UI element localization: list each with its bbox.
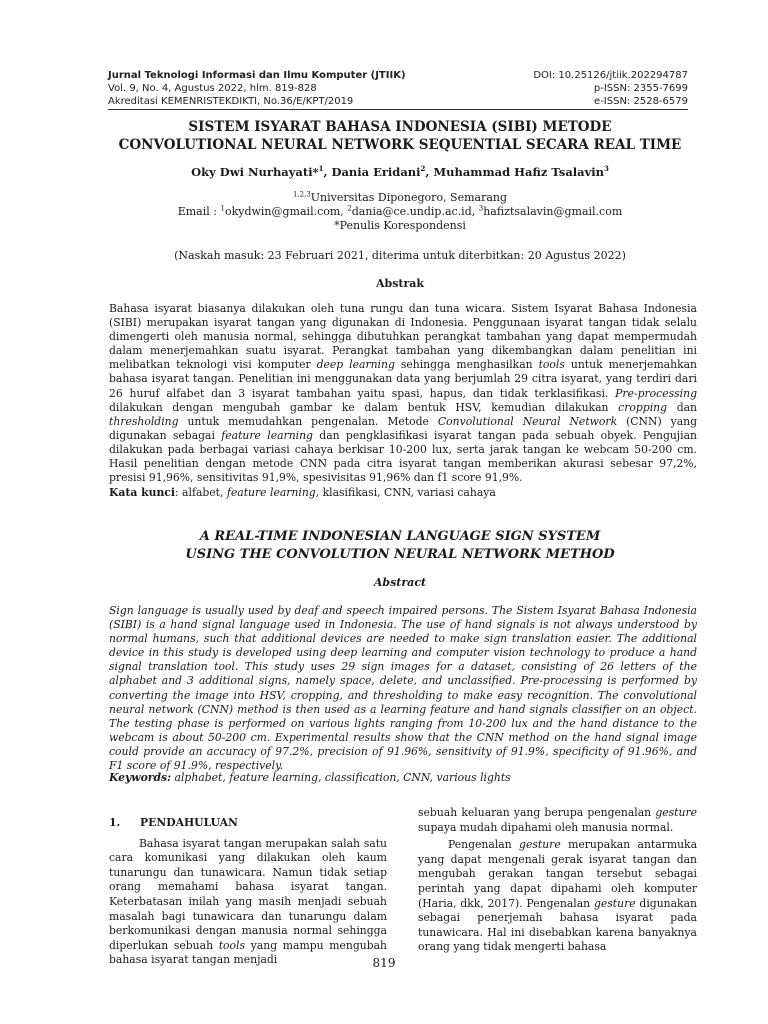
paragraph-text: yang mampu mengubah bahasa isyarat tangan menjadi xyxy=(109,938,387,967)
submission-dates: (Naskah masuk: 23 Februari 2021, diterima untuk diterbitkan: 20 Agustus 2022) xyxy=(174,249,626,262)
abstrak-italic: feature learning xyxy=(221,428,313,442)
author-list: Oky Dwi Nurhayati*$^1$, Dania Eridani$^2$, Muhammad Hafiz Tsalavin$^3$ xyxy=(191,164,609,179)
abstrak-text: Bahasa isyarat biasanya dilakukan oleh tuna rungu dan tuna wicara. Sistem Isyarat Bahasa Indonesia (SIBI) merupakan isyarat tangan yang digunakan di Indonesia. Penggunaan isyarat tangan tidak selalu dimengerti oleh manusia normal, sehingga dibutuhkan perangkat tambahan yang dapat mempermudah dalam menerjemahkan suatu isyarat. Perangkat tambahan yang dikembangkan dalam penelitian ini melibatkan teknologi visi komputer xyxy=(109,302,697,372)
e-issn: e-ISSN: 2528-6579 xyxy=(594,96,688,107)
author-3-sup: 3 xyxy=(604,164,609,174)
email-1-sup: 1 xyxy=(220,204,225,213)
kata-kunci-label: Kata kunci xyxy=(109,486,175,499)
paragraph-text: merupakan antarmuka yang dapat mengenali gerak isyarat tangan dan mengubah gerakan tangan tersebut sebagai perintah yang dapat dipahami oleh komputer (Haria, dkk, 2017). Pengenalan xyxy=(418,838,698,910)
paragraph-text: digunakan sebagai penerjemah bahasa isyarat pada tunawicara. Hal ini disebabkan karena banyaknya orang yang tidak mengerti bahasa xyxy=(418,896,697,954)
section-number: 1. xyxy=(109,816,121,829)
univ-sup: 1,2,3 xyxy=(292,190,311,199)
paragraph xyxy=(109,837,387,968)
abstrak-text: untuk memudahkan pengenalan. Metode xyxy=(178,414,438,428)
author-2: Dania Eridani xyxy=(331,165,421,179)
accreditation: Akreditasi KEMENRISTEKDIKTI, No.36/E/KPT/2019 xyxy=(108,96,354,107)
p-issn: p-ISSN: 2355-7699 xyxy=(593,83,688,94)
section-heading xyxy=(109,816,387,831)
abstrak-text: sehingga menghasilkan xyxy=(394,358,539,372)
email-1: okydwin@gmail.com, xyxy=(224,205,348,218)
abstrak-italic: Pre-processing xyxy=(615,386,697,400)
author-3: Muhammad Hafiz Tsalavin xyxy=(433,165,605,179)
keywords-text: alphabet, feature learning, classification, CNN, various lights xyxy=(171,771,511,784)
journal-name: Jurnal Teknologi Informasi dan Ilmu Komputer (JTIIK) xyxy=(108,70,406,81)
paragraph-italic: gesture xyxy=(655,806,697,819)
paragraph-text: Pengenalan xyxy=(448,838,520,852)
paragraph xyxy=(418,838,697,955)
email-line xyxy=(90,205,710,219)
author-1: Oky Dwi Nurhayati* xyxy=(191,165,319,179)
title-line-1: SISTEM ISYARAT BAHASA INDONESIA (SIBI) METODE xyxy=(188,119,612,135)
paragraph-italic: gesture xyxy=(519,838,561,852)
english-title-line-2: USING THE CONVOLUTION NEURAL NETWORK METHOD xyxy=(185,547,615,562)
abstract-heading: Abstract xyxy=(373,576,427,589)
abstrak-text: (CNN) yang digunakan sebagai xyxy=(109,414,698,442)
abstrak-text: dan pengklasifikasi isyarat tangan pada sebuah obyek. Pengujian dilakukan pada berbagai variasi cahaya berkisar 10-200 lux, serta jarak tangan ke webcam 50-200 cm. Hasil penelitian dengan metode CNN pada citra isyarat tangan memberikan akurasi sebesar 97,2%, presisi 91,96%, sensitivitas 91,9%, spesivisitas 91,96% dan f1 score 91,9%. xyxy=(109,428,697,485)
header-rule xyxy=(108,109,688,110)
title-line-2: CONVOLUTIONAL NEURAL NETWORK SEQUENTIAL SECARA REAL TIME xyxy=(118,137,682,153)
university xyxy=(90,191,710,205)
email-2: dania@ce.undip.ac.id, xyxy=(351,205,479,218)
abstrak-italic: Convolutional Neural Network xyxy=(437,414,618,428)
author-1-sup: 1 xyxy=(318,164,324,174)
corresponding-note: *Penulis Korespondensi xyxy=(334,219,466,232)
abstract-body: Sign language is usually used by deaf and speech impaired persons. The Sistem Isyarat Bahasa Indonesia (SIBI) is a hand signal language used in Indonesia. The use of hand signals is not always understood by normal humans, such that additional devices are needed to make sign translation easier. The additional device in this study is developed using deep learning and computer vision technology to produce a hand signal translation tool. This study uses 29 sign images for a dataset, consisting of 26 letters of the alphabet and 3 additional signs, namely space, delete, and unclassified. Pre-processing is performed by converting the image into HSV, cropping, and thresholding to make easy recognition. The convolutional neural network (CNN) method is then used as a learning feature and hand signals classifier on an object. The testing phase is performed on various lights ranging from 10-200 lux and the hand distance to the webcam is about 50-200 cm. Experimental results show that the CNN method on the hand signal image could provide an accuracy of 97.2%, precision of 91.96%, sensitivity of 91.9%, specificity of 91.96%, and F1 score of 91.9%, respectively. xyxy=(109,604,697,773)
abstrak-italic: tools xyxy=(538,358,565,372)
email-3: hafiztsalavin@gmail.com xyxy=(483,205,623,218)
abstrak-italic: deep learning xyxy=(316,358,395,372)
english-title-line-1: A REAL-TIME INDONESIAN LANGUAGE SIGN SYSTEM xyxy=(199,529,601,544)
abstrak-text: untuk menerjemahkan bahasa isyarat tangan. Penelitian ini menggunakan data yang berjumlah 29 citra isyarat, yang terdiri dari 26 huruf alfabet dan 3 isyarat tambahan yaitu spasi, hapus, dan tidak terklasifikasi. xyxy=(109,358,698,400)
paragraph-italic: gesture xyxy=(593,896,636,910)
paper-title xyxy=(90,118,710,154)
abstrak-text: dan xyxy=(667,400,698,414)
kata-kunci-text: , klasifikasi, CNN, variasi cahaya xyxy=(315,486,496,499)
email-3-sup: 3 xyxy=(478,204,484,213)
abstrak-body xyxy=(109,302,697,485)
affiliation-block xyxy=(90,191,710,233)
paragraph-text: sebuah keluaran yang berupa pengenalan xyxy=(418,806,656,819)
abstrak-italic: thresholding xyxy=(109,414,179,428)
email-label: Email : xyxy=(177,205,221,218)
running-header-right xyxy=(428,69,688,108)
paragraph-text: supaya mudah dipahami oleh manusia normal. xyxy=(418,820,674,834)
page-number: 819 xyxy=(372,956,396,970)
keywords-label: Keywords: xyxy=(109,771,172,784)
author-2-sup: 2 xyxy=(420,164,426,174)
section-title: PENDAHULUAN xyxy=(140,816,238,829)
abstrak-heading: Abstrak xyxy=(375,277,425,290)
paragraph-italic: tools xyxy=(218,938,246,952)
kata-kunci xyxy=(109,486,697,499)
keywords xyxy=(109,771,697,784)
paragraph-text: Bahasa isyarat tangan merupakan salah satu cara komunikasi yang dilakukan oleh kaum tunarungu dan tunawicara. Namun tidak setiap orang memahami bahasa isyarat tangan. Keterbatasan inilah yang masih menjadi sebuah masalah bagi tunawicara dan tunarungu dalam berkomunikasi dengan manusia normal sehingga diperlukan sebuah xyxy=(109,836,387,952)
abstrak-italic: cropping xyxy=(618,400,668,414)
paragraph xyxy=(418,806,697,835)
abstrak-text: dilakukan dengan mengubah gambar ke dalam bentuk HSV, kemudian dilakukan xyxy=(109,400,619,414)
doi: DOI: 10.25126/jtiik.202294787 xyxy=(533,70,688,81)
univ-name: Universitas Diponegoro, Semarang xyxy=(310,191,508,204)
volume-info: Vol. 9, No. 4, Agustus 2022, hlm. 819-828 xyxy=(108,83,317,94)
kata-kunci-italic: feature learning xyxy=(226,486,316,499)
body-column-left xyxy=(109,816,387,968)
email-2-sup: 2 xyxy=(347,204,352,213)
body-column-right xyxy=(418,806,697,955)
kata-kunci-text: : alfabet, xyxy=(174,486,227,499)
english-title xyxy=(90,528,710,564)
